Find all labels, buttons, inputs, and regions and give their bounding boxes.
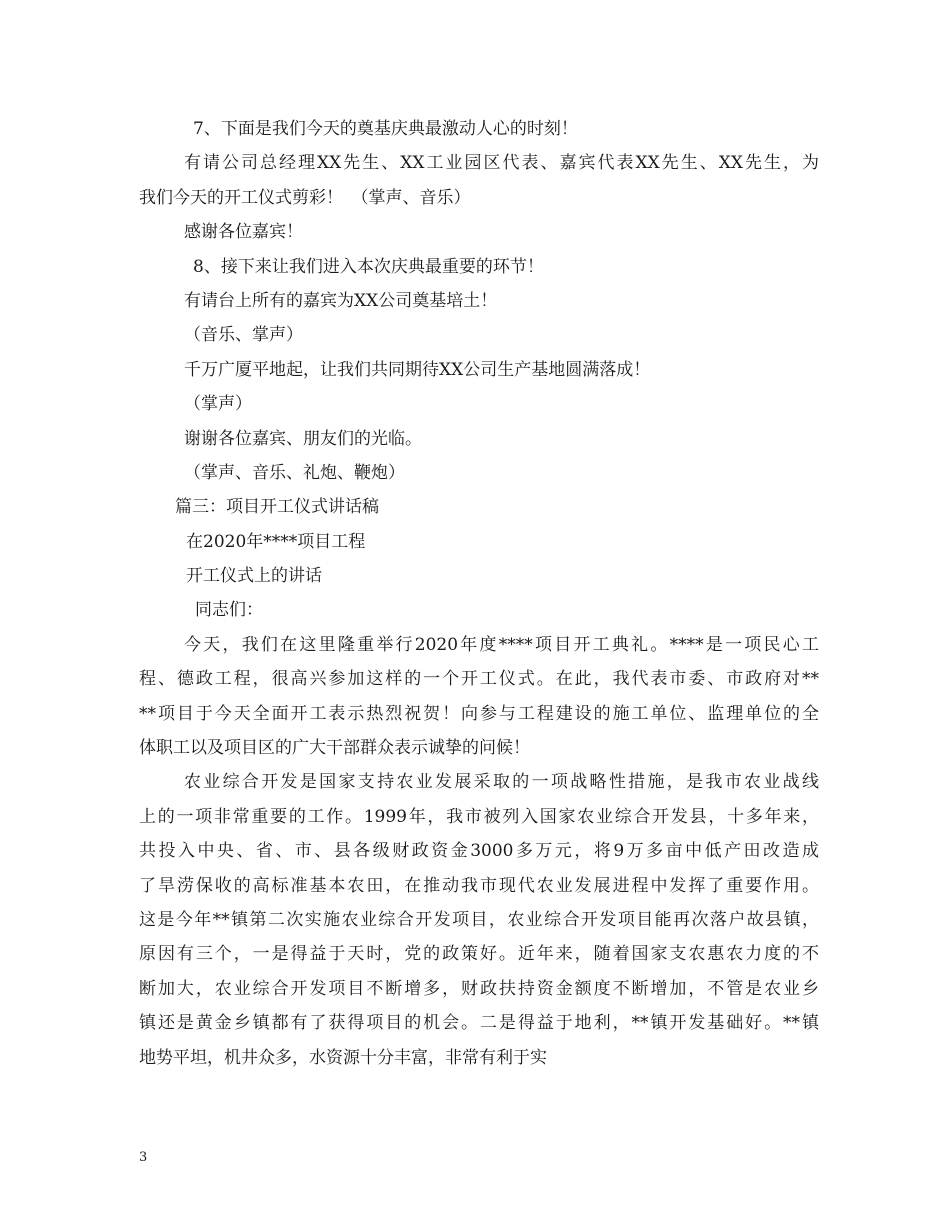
text-line: 7、下面是我们今天的奠基庆典最激动人心的时刻！ xyxy=(193,119,578,139)
text-line: **项目于今天全面开工表示热烈祝贺！向参与工程建设的施工单位、监理单位的全 xyxy=(139,703,819,724)
text-line: 体职工以及项目区的广大干部群众表示诚挚的问候！ xyxy=(139,738,530,759)
text-line: 上的一项非常重要的工作。1999年，我市被列入国家农业综合开发县，十多年来， xyxy=(139,806,819,827)
text-line: （掌声） xyxy=(184,394,252,415)
speech-title-line: 开工仪式上的讲话 xyxy=(186,566,322,587)
text-line: 地势平坦，机井众多，水资源十分丰富，非常有利于实 xyxy=(139,1047,547,1068)
text-line: 了旱涝保收的高标准基本农田，在推动我市现代农业发展进程中发挥了重要作用。 xyxy=(139,875,819,896)
text-line: 原因有三个，一是得益于天时，党的政策好。近年来，随着国家支农惠农力度的不 xyxy=(139,944,819,965)
text-line: 感谢各位嘉宾！ xyxy=(184,222,303,243)
salutation: 同志们： xyxy=(195,600,263,621)
text-line: 镇还是黄金乡镇都有了获得项目的机会。二是得益于地利，**镇开发基础好。**镇 xyxy=(139,1013,819,1034)
text-line: 这是今年**镇第二次实施农业综合开发项目，农业综合开发项目能再次落户故县镇， xyxy=(139,909,819,930)
text-line: 8、接下来让我们进入本次庆典最重要的环节！ xyxy=(193,256,544,277)
text-line: 有请公司总经理XX先生、XX工业园区代表、嘉宾代表XX先生、XX先生，为 xyxy=(184,153,819,174)
document-body xyxy=(139,112,819,1075)
text-line: 千万广厦平地起，让我们共同期待XX公司生产基地圆满落成！ xyxy=(184,359,651,380)
section-heading: 篇三：项目开工仪式讲话稿 xyxy=(175,497,379,518)
text-line: 我们今天的开工仪式剪彩！ （掌声、音乐） xyxy=(139,187,471,208)
text-line: 谢谢各位嘉宾、朋友们的光临。 xyxy=(184,428,422,449)
text-line: 断加大，农业综合开发项目不断增多，财政扶持资金额度不断增加，不管是农业乡 xyxy=(139,978,819,999)
text-line: （音乐、掌声） xyxy=(184,325,303,346)
text-line: 程、德政工程，很高兴参加这样的一个开工仪式。在此，我代表市委、市政府对** xyxy=(139,669,819,690)
speech-title-line: 在2020年****项目工程 xyxy=(186,531,366,552)
text-line: 共投入中央、省、市、县各级财政资金3000多万元，将9万多亩中低产田改造成 xyxy=(139,841,819,862)
page-number: 3 xyxy=(139,1150,148,1165)
text-line: 今天，我们在这里隆重举行2020年度****项目开工典礼。****是一项民心工 xyxy=(184,634,819,655)
text-line: 农业综合开发是国家支持农业发展采取的一项战略性措施，是我市农业战线 xyxy=(184,772,819,793)
text-line: 有请台上所有的嘉宾为XX公司奠基培土！ xyxy=(184,290,498,311)
text-line: （掌声、音乐、礼炮、鞭炮） xyxy=(184,462,405,483)
